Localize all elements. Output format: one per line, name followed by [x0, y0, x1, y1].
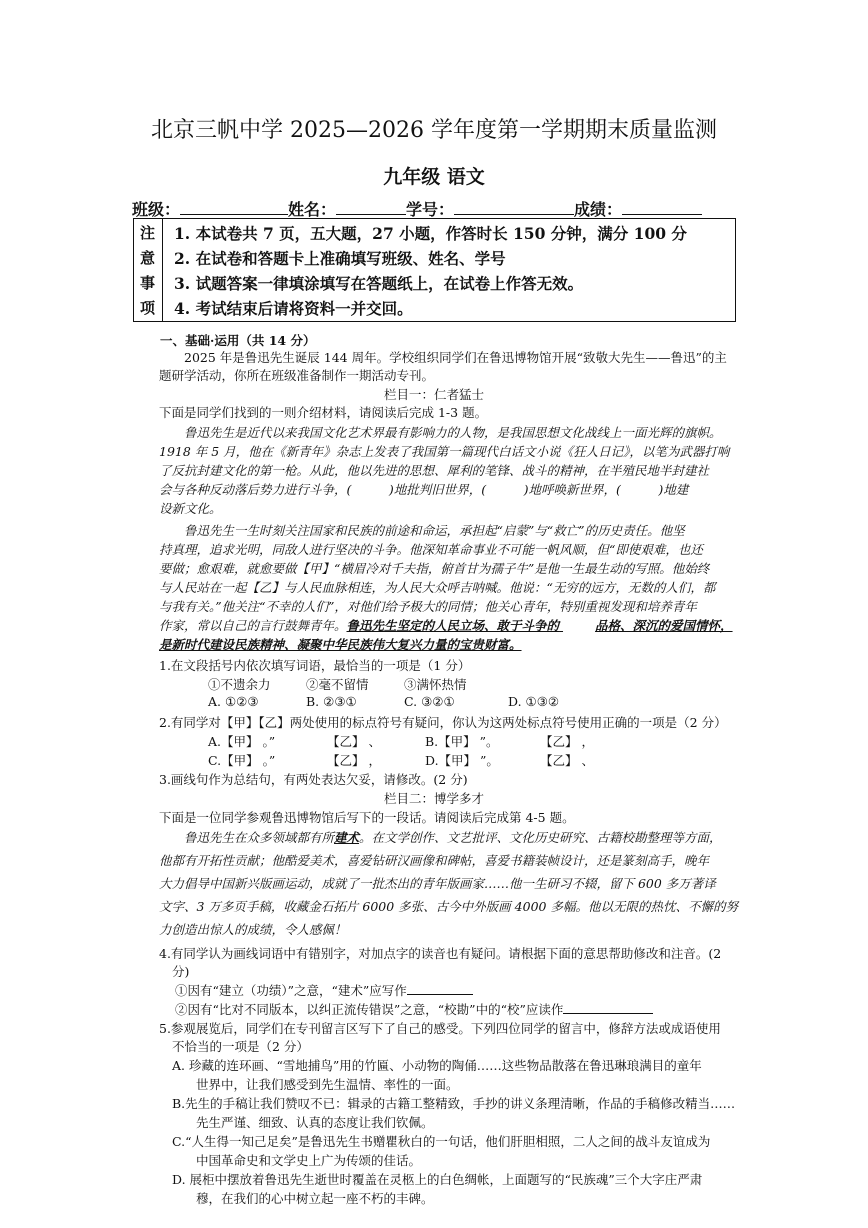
notice-char: 事 [140, 274, 156, 292]
exam-subtitle: 九年级 语文 [383, 166, 485, 188]
column1-title: 栏目一：仁者猛士 [383, 387, 484, 402]
notice-char: 项 [140, 299, 156, 317]
q2-option-text: B.【甲】 ”。 [425, 734, 499, 749]
q4-answer-blank[interactable] [407, 983, 473, 995]
passage1-line: 会与各种反动落后势力进行斗争，( )地批判旧世界，( )地呼唤新世界，( )地建 [159, 482, 689, 497]
q1-option-d[interactable]: D. ①③② [508, 694, 560, 709]
underlined-gap [559, 618, 595, 633]
q1-option-c[interactable]: C. ③②① [404, 694, 455, 709]
name-label: 姓名： [288, 200, 337, 219]
underlined-sentence: 品格、深沉的爱国情怀， [595, 618, 733, 633]
q1-option-b[interactable]: B. ②③① [306, 694, 357, 709]
q2-option-b[interactable] [425, 732, 499, 750]
q2-option-c-part: 【乙】 ， [327, 753, 381, 768]
notice-char: 意 [140, 249, 156, 267]
passage2-text: 作家，常以自己的言行鼓舞青年。 [159, 618, 347, 633]
passage2-line [159, 616, 733, 634]
class-label: 班级： [132, 200, 181, 219]
question-4-stem: 分) [172, 964, 190, 979]
q5-option-d[interactable]: D. 展柜中摆放着鲁迅先生逝世时覆盖在灵柩上的白色绸帐，上面题写的“民族魂”三个大字庄严肃 [172, 1172, 703, 1187]
passage2-line: 鲁迅先生一生时刻关注国家和民族的前途和命运，承担起“启蒙”与“救亡”的历史责任。他坚 [184, 523, 685, 538]
column2-title: 栏目二：博学多才 [383, 791, 484, 806]
notice-char: 注 [140, 224, 156, 242]
q5-option-d-cont: 穆，在我们的心中树立起一座不朽的丰碑。 [196, 1191, 434, 1206]
notice-box [133, 218, 736, 322]
passage2-line: 持真理，追求光明，同敌人进行坚决的斗争。他深知革命事业不可能一帆风顺，但“即使艰难，也还 [159, 542, 703, 557]
q2-option-c[interactable] [208, 751, 275, 769]
passage3-line: 文字、3 万多页手稿，收藏金石拓片 6000 多张、古今中外版画 4000 多幅。他以无限的热忱、不懈的努 [159, 899, 738, 914]
notice-header [134, 219, 163, 321]
q2-option-d-part: 【乙】 、 [540, 753, 594, 768]
question-1-stem: 1.在文段括号内依次填写词语，最恰当的一项是（1 分） [159, 658, 471, 673]
q1-option-a[interactable]: A. ①②③ [208, 694, 259, 709]
underlined-sentence: 鲁迅先生坚定的人民立场、敢于斗争的 [346, 618, 560, 633]
q5-option-b-cont: 先生严谨、细致、认真的态度让我们钦佩。 [196, 1115, 434, 1130]
underlined-word: 建术 [334, 830, 360, 845]
intro-line: 2025 年是鲁迅先生诞辰 144 周年。学校组织同学们在鲁迅博物馆开展“致敬大先生——鲁迅”的主 [184, 350, 727, 365]
q2-option-a[interactable] [208, 732, 275, 750]
passage2-line: 与我有关。”他关注“不幸的人们”，对他们给予极大的同情；他关心青年，特别重视发现和培养青年 [159, 599, 697, 614]
underlined-sentence: 是新时代建设民族精神、凝聚中华民族伟大复兴力量的宝贵财富。 [159, 637, 522, 652]
q2-option-a-part: 【乙】 、 [327, 734, 381, 749]
q2-option-text: D.【甲】 ”。 [425, 753, 499, 768]
passage3-text: 。在文学创作、文艺批评、文化历史研究、古籍校勘整理等方面， [359, 830, 722, 845]
passage1-line: 了反抗封建文化的第一枪。从此，他以先进的思想、犀利的笔锋、战斗的精神，在半殖民地半封建社 [159, 463, 710, 478]
q1-word: ①不遗余力 [208, 677, 271, 692]
id-label: 学号： [406, 200, 455, 219]
q2-option-text: A.【甲】 。” [208, 734, 276, 749]
question-5-stem: 5.参观展览后，同学们在专刊留言区写下了自己的感受。下列四位同学的留言中，修辞方法或成语使用 [159, 1021, 721, 1036]
question-2-stem: 2.有同学对【甲】【乙】两处使用的标点符号有疑问，你认为这两处标点符号使用正确的一项是（2 分） [159, 715, 727, 730]
passage3-line [184, 828, 722, 846]
name-blank [336, 199, 406, 215]
q5-option-a[interactable]: A. 珍藏的连环画、“雪地捕鸟”用的竹匾、小动物的陶俑……这些物品散落在鲁迅琳琅满目的童年 [172, 1058, 702, 1073]
q4-sub1 [175, 981, 473, 999]
notice-item: 1. 本试卷共 7 页，五大题，27 小题，作答时长 150 分钟，满分 100 分 [174, 224, 687, 243]
notice-item: 4. 考试结束后请将资料一并交回。 [174, 299, 413, 318]
passage3-text: 鲁迅先生在众多领域都有所 [184, 830, 335, 845]
id-blank [454, 199, 574, 215]
passage1-line: 设新文化。 [159, 501, 222, 516]
student-info-line [132, 197, 702, 220]
class-blank [180, 199, 288, 215]
passage3-line: 力创造出惊人的成绩，令人感佩！ [159, 922, 347, 937]
q1-word: ②毫不留情 [306, 677, 369, 692]
q4-answer-blank[interactable] [563, 1002, 653, 1014]
passage3-line: 他都有开拓性贡献；他酷爱美术，喜爱钻研汉画像和碑帖，喜爱书籍装帧设计，还是篆刻高手，晚年 [159, 853, 710, 868]
q5-option-c[interactable]: C.“人生得一知己足矣”是鲁迅先生书赠瞿秋白的一句话，他们肝胆相照，二人之间的战斗友谊成为 [172, 1134, 711, 1149]
notice-item: 3. 试题答案一律填涂填写在答题纸上，在试卷上作答无效。 [174, 274, 584, 293]
q2-option-b-part: 【乙】 ， [540, 734, 594, 749]
column2-lead: 下面是一位同学参观鲁迅博物馆后写下的一段话。请阅读后完成第 4-5 题。 [159, 810, 575, 825]
exam-title: 北京三帆中学 2025—2026 学年度第一学期期末质量监测 [151, 118, 717, 143]
question-4-stem: 4.有同学认为画线词语中有错别字，对加点字的读音也有疑问。请根据下面的意思帮助修改和注音。(2 [159, 946, 722, 961]
q1-word: ③满怀热情 [404, 677, 467, 692]
q5-option-c-cont: 中国革命史和文学史上广为传颂的佳话。 [196, 1153, 422, 1168]
passage2-line: 要做；愈艰难，就愈要做【甲】“横眉冷对千夫指，俯首甘为孺子牛”是他一生最生动的写照。他始终 [159, 561, 710, 576]
section-heading: 一、基础·运用（共 14 分） [160, 333, 316, 348]
q5-option-a-cont: 世界中，让我们感受到先生温情、率性的一面。 [196, 1077, 459, 1092]
q2-option-text: C.【甲】 。” [208, 753, 276, 768]
q4-sub1-text: ①因有“建立（功绩）”之意，“建术”应写作 [175, 983, 407, 998]
question-5-stem: 不恰当的一项是（2 分） [172, 1039, 309, 1054]
question-3: 3.画线句作为总结句，有两处表达欠妥，请修改。(2 分) [159, 772, 468, 787]
passage1-line: 1918 年 5 月，他在《新青年》杂志上发表了我国第一篇现代白话文小说《狂人日记》，以笔为武器打响 [159, 444, 730, 459]
passage1-line: 鲁迅先生是近代以来我国文化艺术界最有影响力的人物，是我国思想文化战线上一面光辉的旗帜。 [184, 425, 722, 440]
q4-sub2-text: ②因有“比对不同版本，以纠正流传错误”之意，“校勘”中的“校”应读作 [175, 1002, 564, 1017]
passage3-line: 大力倡导中国新兴版画运动，成就了一批杰出的青年版画家……他一生研习不辍，留下 600 多万著译 [159, 876, 716, 891]
score-blank [622, 199, 702, 215]
intro-line: 题研学活动，你所在班级准备制作一期活动专刊。 [159, 368, 435, 383]
notice-item: 2. 在试卷和答题卡上准确填写班级、姓名、学号 [174, 249, 506, 268]
column1-lead: 下面是同学们找到的一则介绍材料，请阅读后完成 1-3 题。 [159, 405, 488, 420]
q5-option-b[interactable]: B.先生的手稿让我们赞叹不已：辑录的古籍工整精致，手抄的讲义条理清晰，作品的手稿修改精当…… [172, 1096, 736, 1111]
q4-sub2 [175, 1000, 653, 1018]
q2-option-d[interactable] [425, 751, 499, 769]
score-label: 成绩： [574, 200, 623, 219]
passage2-line: 与人民站在一起【乙】与人民血脉相连，为人民大众呼吉呐喊。他说：“无穷的远方，无数的人们，都 [159, 580, 716, 595]
